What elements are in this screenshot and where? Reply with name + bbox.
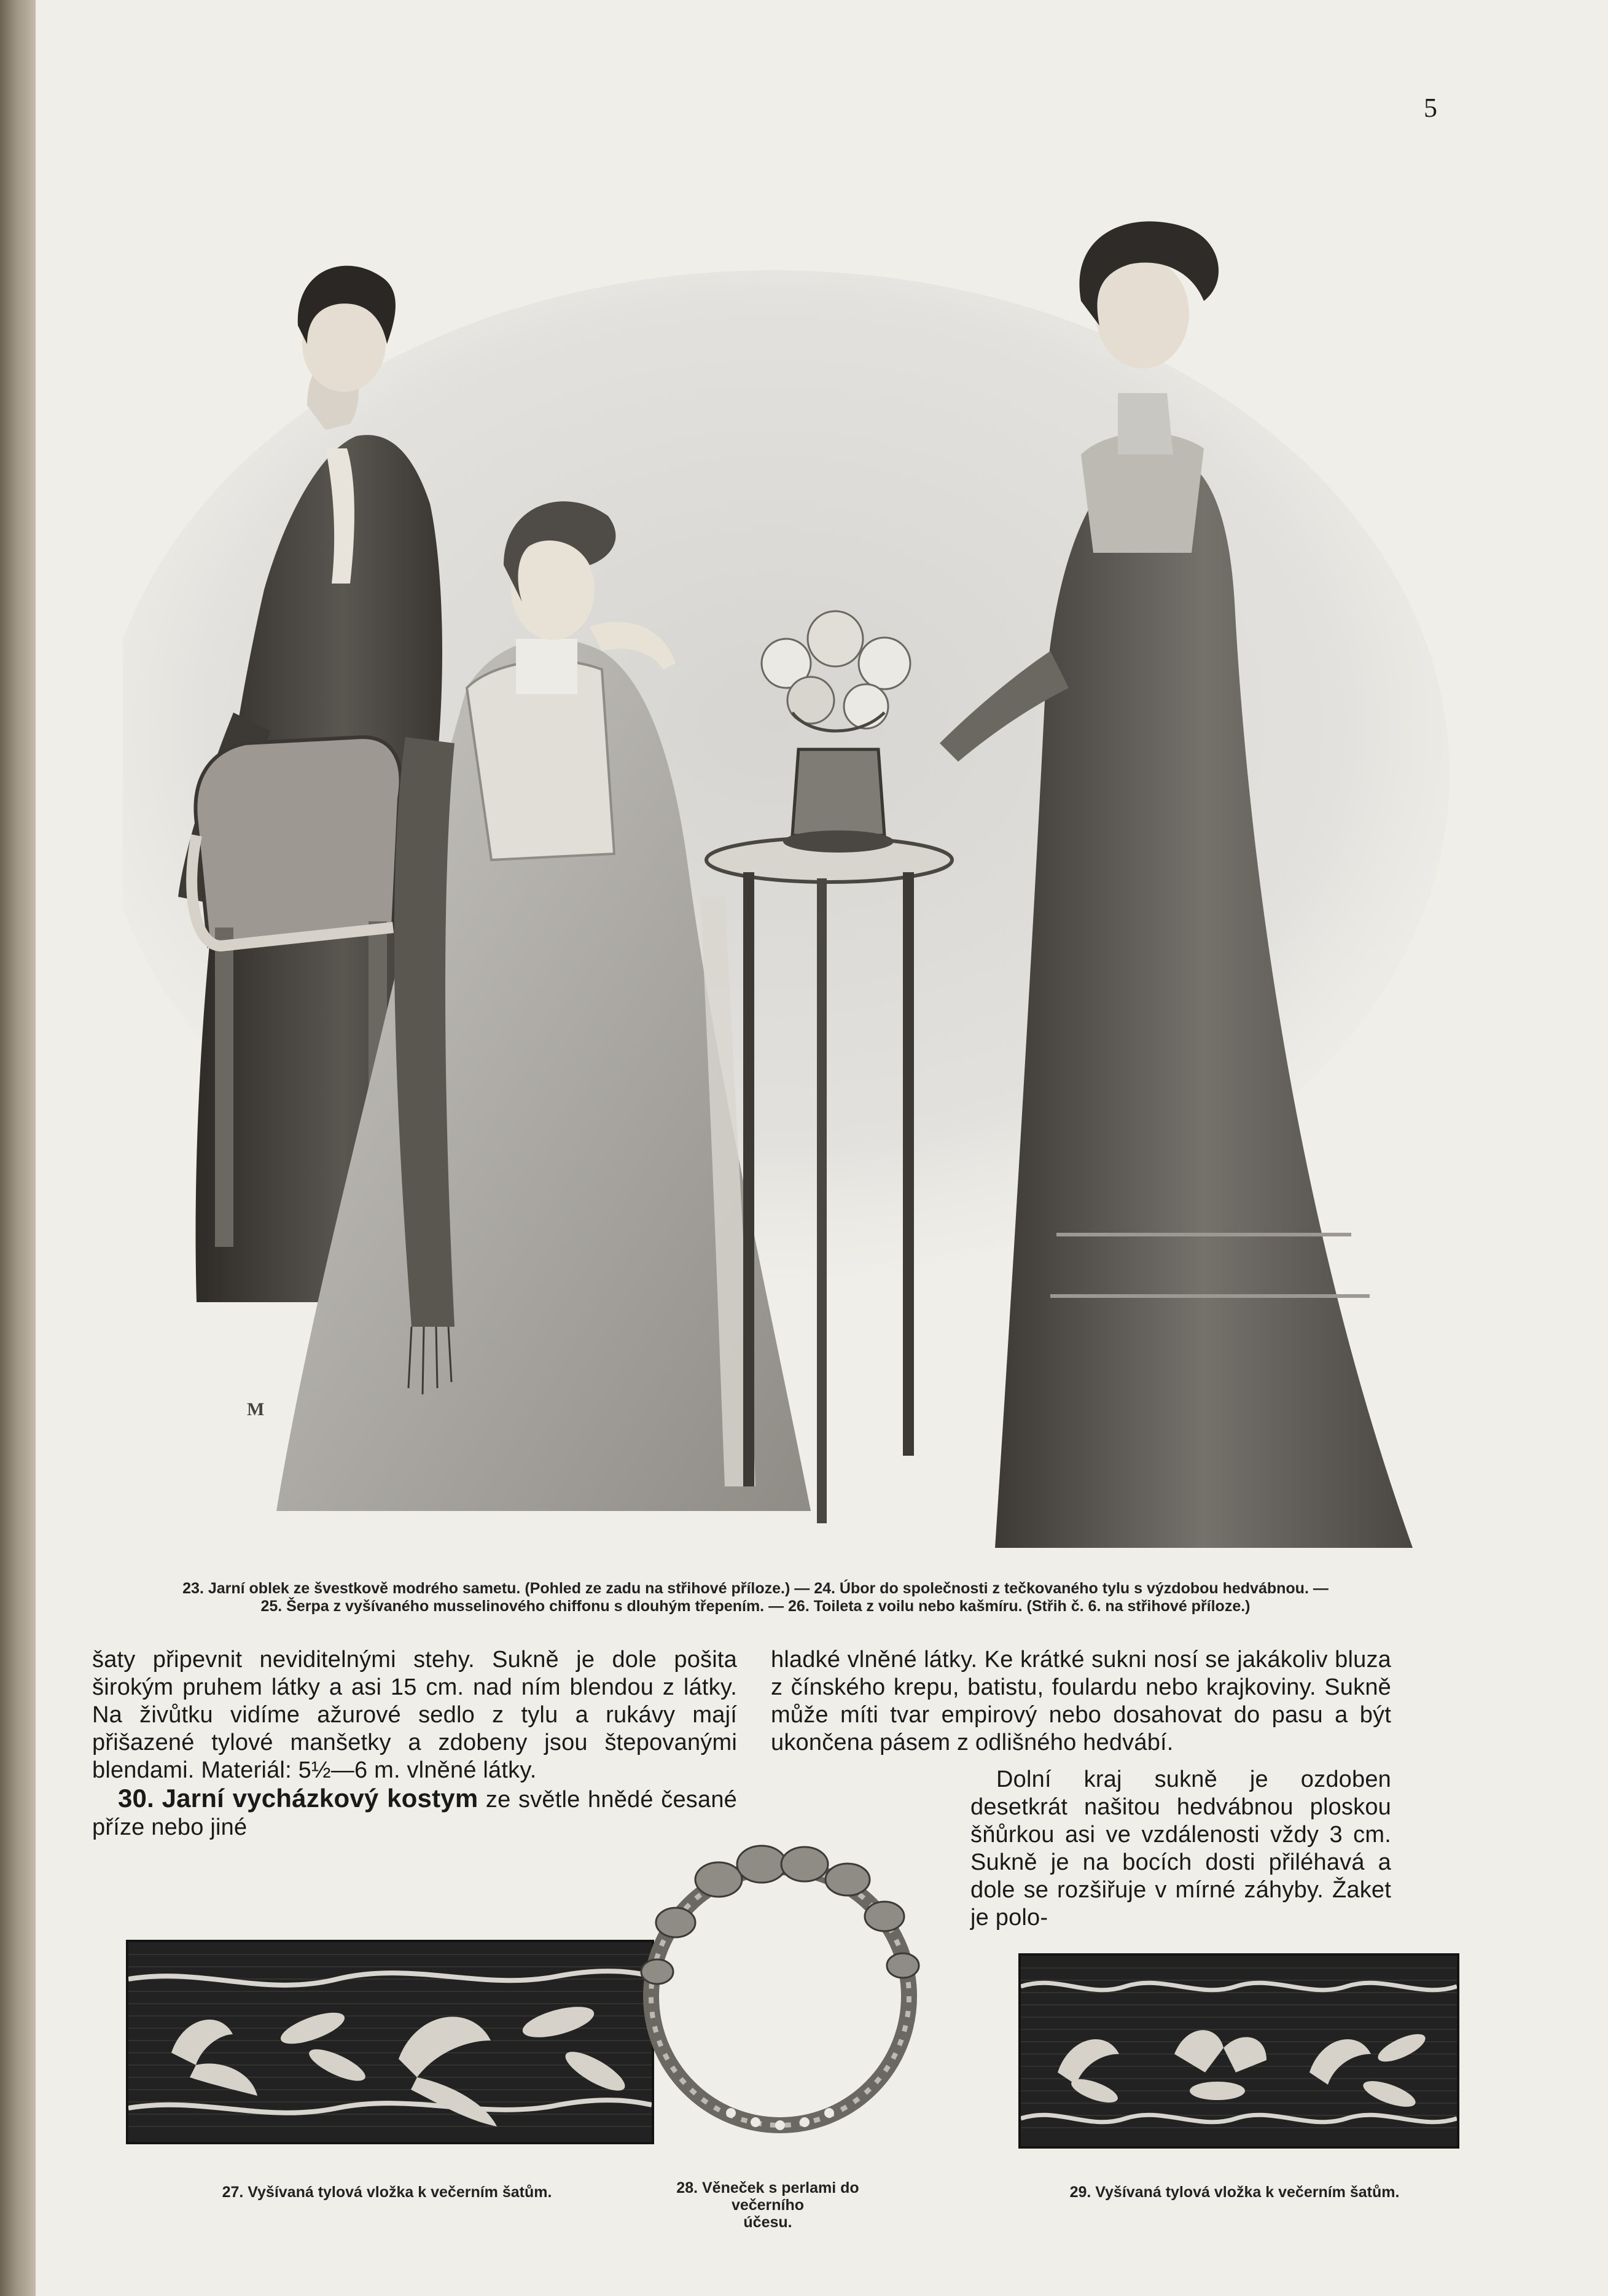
paragraph-30-text: ze světle hnědé česané příze nebo jiné xyxy=(92,1787,737,1840)
illustrator-monogram: M xyxy=(247,1399,265,1419)
heading-title: Jarní vycházkový kostym xyxy=(162,1784,478,1813)
caption-line-2: 25. Šerpa z vyšívaného musselinového chiffonu s dlouhým třepením. — 26. Toileta z voilu nebo kašmíru. (Střih č. 6. na střihové příloze.) xyxy=(260,1598,1251,1615)
lace-insert-figure-29 xyxy=(1018,1953,1459,2149)
illustration-caption xyxy=(80,1580,1431,1615)
page-number: 5 xyxy=(1424,93,1437,123)
fashion-illustration xyxy=(123,160,1456,1572)
lace-insert-figure-27 xyxy=(126,1940,654,2144)
caption-figure-28 xyxy=(651,2179,884,2231)
caption-figure-27: 27. Vyšívaná tylová vložka k večerním šatům. xyxy=(222,2184,552,2201)
text-column-right-top xyxy=(771,1646,1391,1757)
caption-line-1: 23. Jarní oblek ze švestkově modrého sametu. (Pohled ze zadu na střihové příloze.) — 24. Úbor do společnosti z tečkovaného tylu s výzdobou hedvábnou. — xyxy=(182,1580,1329,1597)
text-column-right-narrow xyxy=(970,1766,1391,1932)
pearl-wreath-figure-28 xyxy=(590,1812,970,2168)
paragraph-30-continued: hladké vlněné látky. Ke krátké sukni nosí se jakákoliv bluza z čínského krepu, batistu, foulardu nebo krajkoviny. Sukně může míti tvar empirový nebo dosahovat do pasu a být ukončena pásem z odlišného hedvábí. xyxy=(771,1647,1391,1755)
caption-figure-28-line-1: 28. Věneček s perlami do večerního xyxy=(676,2179,859,2214)
caption-figure-28-line-2: účesu. xyxy=(743,2214,792,2231)
heading-number: 30. xyxy=(118,1784,154,1813)
paragraph-29-continued: šaty připevnit neviditelnými stehy. Sukně je dole pošita širokým pruhem látky a asi 15 cm. nad ním blendou z látky. Na živůtku vidíme ažurové sedlo z tylu a rukávy mají přišazené tylové manšetky a zdobeny jsou štepovanými blendami. Materiál: 5½—6 m. vlněné látky. xyxy=(92,1647,737,1783)
caption-figure-29: 29. Vyšívaná tylová vložka k večerním šatům. xyxy=(1069,2184,1400,2201)
book-binding xyxy=(0,0,36,2296)
paragraph-skirt-detail: Dolní kraj sukně je ozdoben desetkrát našitou hedvábnou ploskou šňůrkou asi ve vzdálenosti vždy 3 cm. Sukně je na bocích dosti přiléhavá a dole se rozšiřuje v mírné záhyby. Žaket je polo- xyxy=(970,1767,1391,1931)
